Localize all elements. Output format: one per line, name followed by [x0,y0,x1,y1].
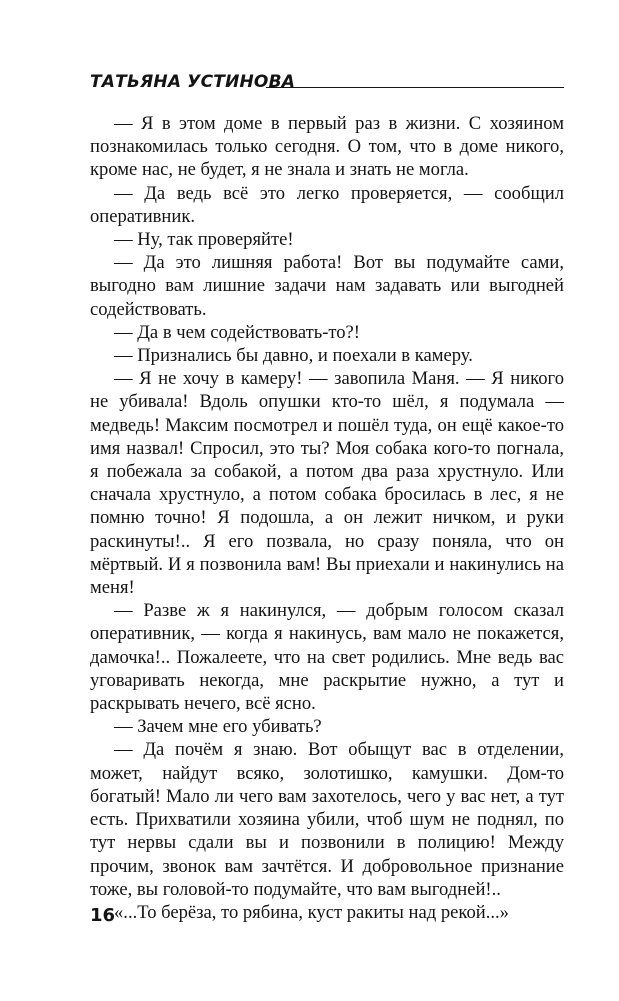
paragraph: — Да в чем содействовать-то?! [114,321,361,343]
paragraph: — Зачем мне его убивать? [114,716,322,738]
paragraph: — Ну, так проверяйте! [114,229,294,251]
header-rule [266,87,564,88]
paragraph: — Да почём я знаю. Вот обыщут вас в отделении, может, найдут всяко, золотишко, камушки. Дом-то богатый! Мало ли чего вам захотелось, чего у вас нет, а тут есть. Прихватили хозяина убили, чтоб шум не поднял, по тут нервы сдали вы и позвонили в полицию! Между прочим, звонок вам зачтётся. И добровольное признание тоже, вы головой-то подумайте, что вам выгодней!.. [90,739,564,900]
paragraph: — Я не хочу в камеру! — завопила Маня. — Я никого не убивала! Вдоль опушки кто-то шёл, я подумала — медведь! Максим посмотрел и пошёл туда, он ещё какое-то имя назвал! Спросил, это ты? Моя собака кого-то погнала, я побежала за собакой, а потом два раза хрустнуло. Или сначала хрустнуло, а потом собака бросилась в лес, я не помню точно! Я подошла, а он лежит ничком, и руки раскинуты!.. Я его позвала, но сразу поняла, что он мёртвый. И я позвонила вам! Вы приехали и накинулись на меня! [90,368,564,599]
paragraph: — Разве ж я накинулся, — добрым голосом сказал оперативник, — когда я накинусь, вам мало не покажется, дамочка!.. Пожалеете, что на свет родились. Мне ведь вас уговаривать некогда, мне раскрытие нужно, а тут и раскрывать нечего, всё ясно. [90,600,564,715]
paragraph: — Да ведь всё это легко проверяется, — сообщил оперативник. [90,182,564,227]
paragraph: — Да это лишняя работа! Вот вы подумайте сами, выгодно вам лишние задачи нам задавать или выгодней содействовать. [90,252,564,320]
body-text [90,112,564,924]
paragraph: «...То берёза, то рябина, куст ракиты над рекой...» [114,901,509,923]
running-header [90,70,564,94]
author-name: ТАТЬЯНА УСТИНОВА [90,72,296,92]
paragraph: — Признались бы давно, и поехали в камеру. [114,345,473,367]
page-number: 16 [90,905,116,926]
paragraph: — Я в этом доме в первый раз в жизни. С хозяином познакомилась только сегодня. О том, что в доме никого, кроме нас, не будет, я не знала и знать не могла. [90,113,564,181]
